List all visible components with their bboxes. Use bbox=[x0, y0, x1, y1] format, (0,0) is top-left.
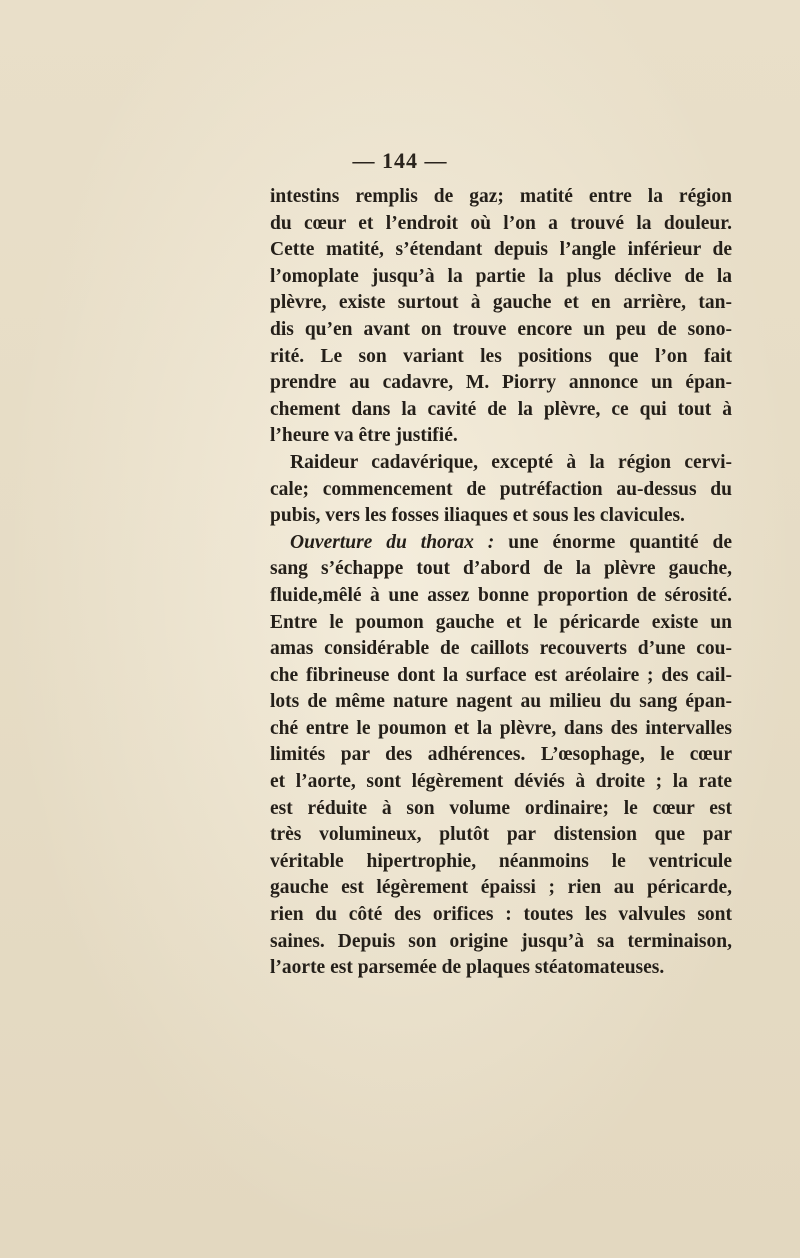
text-line: l’heure va être justifié. bbox=[270, 425, 458, 447]
text-line: lots de même nature nagent au milieu du sang épan- bbox=[270, 691, 732, 713]
text-line: Entre le poumon gauche et le péricarde existe un bbox=[270, 611, 732, 633]
text-line: est réduite à son volume ordinaire; le cœur est bbox=[270, 797, 732, 819]
text-line: l’aorte est parsemée de plaques stéatomateuses. bbox=[270, 957, 665, 979]
text-line: intestins remplis de gaz; matité entre la région bbox=[270, 186, 732, 207]
text-line: cale; commencement de putréfaction au-dessus du bbox=[270, 478, 732, 500]
text-line: saines. Depuis son origine jusqu’à sa terminaison, bbox=[270, 930, 732, 952]
text-line: Cette matité, s’étendant depuis l’angle inférieur de bbox=[270, 239, 732, 261]
text-line bbox=[270, 530, 732, 557]
italic-heading: Ouverture du thorax : bbox=[290, 531, 495, 553]
text-line: très volumineux, plutôt par distension que par bbox=[270, 824, 732, 846]
text-line: Raideur cadavérique, excepté à la région cervi- bbox=[290, 451, 732, 473]
text-line: pubis, vers les fosses iliaques et sous les clavicules. bbox=[270, 505, 685, 527]
page-number: — 144 — bbox=[352, 148, 448, 173]
text-line: sang s’échappe tout d’abord de la plèvre gauche, bbox=[270, 558, 732, 580]
paragraph-1 bbox=[270, 184, 732, 450]
text-line: l’omoplate jusqu’à la partie la plus déclive de la bbox=[270, 265, 732, 287]
paragraph-3 bbox=[270, 530, 732, 982]
text-line: véritable hipertrophie, néanmoins le ventricule bbox=[270, 850, 732, 872]
paragraph-2 bbox=[270, 450, 732, 530]
text-line: rien du côté des orifices : toutes les valvules sont bbox=[270, 904, 732, 926]
text-line: amas considérable de caillots recouverts d’une cou- bbox=[270, 638, 732, 660]
text-segment: une énorme quantité de bbox=[494, 531, 732, 553]
text-line: dis qu’en avant on trouve encore un peu de sono- bbox=[270, 318, 732, 340]
text-line: limités par des adhérences. L’œsophage, le cœur bbox=[270, 744, 732, 766]
text-line: plèvre, existe surtout à gauche et en arrière, tan- bbox=[270, 292, 732, 314]
text-line: rité. Le son variant les positions que l’on fait bbox=[270, 345, 732, 367]
text-line: chement dans la cavité de la plèvre, ce qui tout à bbox=[270, 398, 732, 420]
body-text bbox=[270, 184, 732, 982]
text-line: et l’aorte, sont légèrement déviés à droite ; la rate bbox=[270, 771, 732, 793]
text-line: che fibrineuse dont la surface est aréolaire ; des cail- bbox=[270, 664, 732, 686]
text-line: prendre au cadavre, M. Piorry annonce un épan- bbox=[270, 372, 732, 394]
text-line: fluide,mêlé à une assez bonne proportion de sérosité. bbox=[270, 584, 732, 606]
text-line: ché entre le poumon et la plèvre, dans des intervalles bbox=[270, 717, 732, 739]
text-line: du cœur et l’endroit où l’on a trouvé la douleur. bbox=[270, 212, 732, 234]
text-line: gauche est légèrement épaissi ; rien au péricarde, bbox=[270, 877, 732, 899]
